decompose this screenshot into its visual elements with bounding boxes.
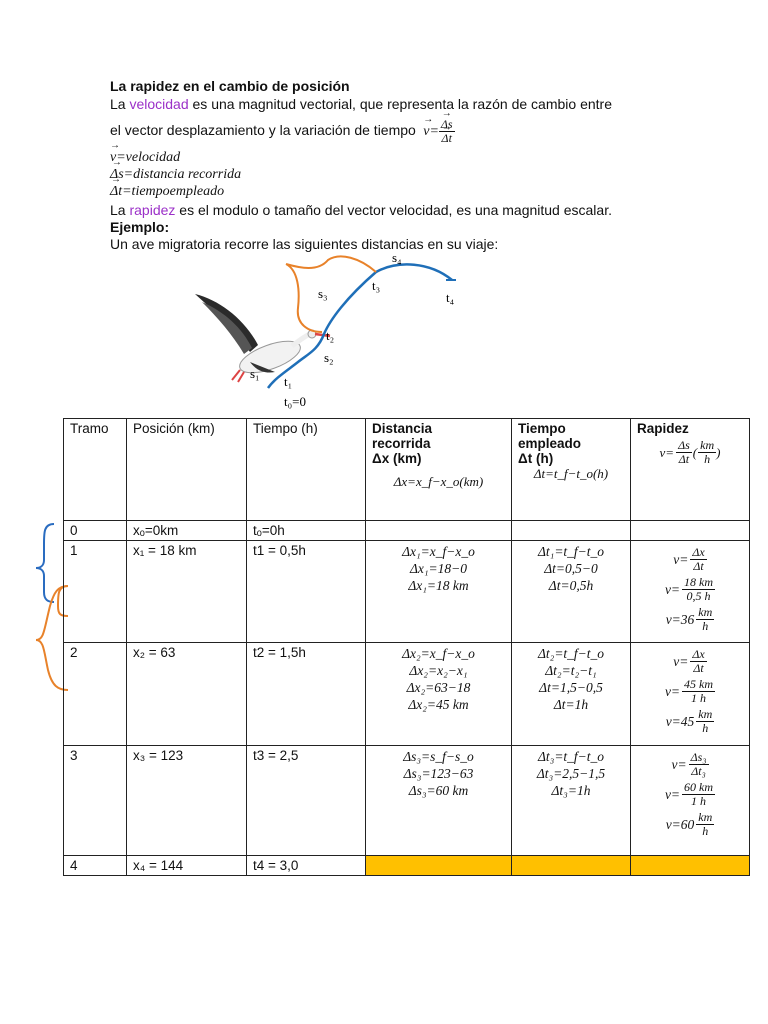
label-t2: t₂: [326, 328, 335, 343]
calc-line: Δt=0,5−0: [544, 561, 598, 576]
calc-line: Δt₂=t₂−t₁: [545, 663, 597, 678]
data-table: [63, 418, 750, 876]
cell-distancia: [366, 856, 512, 876]
def-time: → Δt=tiempoempleado: [110, 184, 224, 200]
paragraph-rapidez: La rapidez es el modulo o tamaño del vector velocidad, es una magnitud escalar.: [110, 202, 612, 218]
cell-posicion: x₃ = 123: [127, 746, 247, 856]
def-distance: → Δs=distancia recorrida: [110, 167, 241, 183]
cell-tramo: 1: [64, 541, 127, 643]
cell-rapidez: [631, 856, 750, 876]
cell-tramo: 0: [64, 521, 127, 541]
rapidez-formula: v= $\frac{\Delta s}{\Delta t}$ ( $\frac{km}{h}$ ): [659, 438, 721, 466]
term-rapidez: rapidez: [129, 202, 176, 218]
cell-rapidez: [631, 521, 750, 541]
paragraph-displacement: [110, 118, 455, 145]
calc-line: Δs₃=60 km: [408, 783, 469, 798]
cell-rapidez: [631, 643, 750, 746]
speed-fraction: v= $\frac{60 km}{1 h}$: [664, 780, 714, 808]
table-row: [64, 643, 750, 746]
header-tramo: Tramo: [64, 419, 127, 521]
header-tiempo: Tiempo (h): [247, 419, 366, 521]
def-velocity: → v=velocidad: [110, 150, 180, 166]
cell-distancia: [366, 643, 512, 746]
para2-text: el vector desplazamiento y la variación de tiempo: [110, 122, 416, 139]
cell-tramo: 3: [64, 746, 127, 856]
label-s4: s₄: [392, 250, 402, 265]
header-rapidez: Rapidez v= $\frac{\Delta s}{\Delta t}$ ( $\frac{km}{h}$ ): [631, 419, 750, 521]
cell-tiempo: t2 = 1,5h: [247, 643, 366, 746]
speed-fraction: v=36 $\frac{km}{h}$: [665, 605, 713, 633]
para1-prefix: La: [110, 96, 130, 112]
page-heading: La rapidez en el cambio de posición: [110, 78, 350, 94]
label-t1: t₁: [284, 374, 293, 389]
empleado-formula: Δt=t_f−t_o(h): [533, 466, 609, 481]
para1-suffix: es una magnitud vectorial, que representa la razón de cambio entre: [188, 96, 612, 112]
label-t0: t₀=0: [284, 394, 306, 409]
cell-tiempo-empleado: [512, 856, 631, 876]
label-s2: s₂: [324, 350, 334, 365]
speed-fraction: v= $\frac{18 km}{0,5 h}$: [664, 575, 714, 603]
speed-fraction: v= $\frac{\Delta x}{\Delta t}$: [673, 647, 705, 675]
distancia-formula: Δx=x_f−x_o(km): [393, 474, 484, 489]
table-row: [64, 746, 750, 856]
velocity-fraction: → Δs → Δt: [439, 118, 455, 145]
calc-line: Δx₂=45 km: [408, 697, 469, 712]
calc-line: Δt₃=2,5−1,5: [536, 766, 606, 781]
label-s1: s₁: [250, 366, 260, 381]
calc-line: Δx₂=63−18: [406, 680, 471, 695]
table-row: [64, 856, 750, 876]
speed-fraction: v= $\frac{45 km}{1 h}$: [664, 677, 714, 705]
stork-illustration: [195, 294, 330, 382]
calc-line: Δx₁=18−0: [409, 561, 468, 576]
cell-tiempo-empleado: [512, 541, 631, 643]
example-label: Ejemplo:: [110, 219, 170, 235]
calc-line: Δt=1,5−0,5: [539, 680, 603, 695]
speed-fraction: v=45 $\frac{km}{h}$: [665, 707, 713, 735]
bird-trajectory-figure: [180, 250, 480, 415]
cell-tiempo-empleado: [512, 643, 631, 746]
paragraph-velocity: [110, 96, 612, 112]
cell-tiempo-empleado: [512, 521, 631, 541]
table-row: [64, 521, 750, 541]
calc-line: Δt=1h: [553, 697, 589, 712]
cell-tiempo-empleado: [512, 746, 631, 856]
calc-line: Δs₃=s_f−s_o: [403, 749, 474, 764]
calc-line: Δt₂=t_f−t_o: [537, 646, 605, 661]
cell-rapidez: [631, 746, 750, 856]
cell-posicion: xₒ=0km: [127, 521, 247, 541]
table-header-row: [64, 419, 750, 521]
cell-tiempo: t1 = 0,5h: [247, 541, 366, 643]
calc-line: Δx₂=x₂−x₁: [409, 663, 468, 678]
cell-tiempo: t3 = 2,5: [247, 746, 366, 856]
calc-line: Δx₂=x_f−x_o: [402, 646, 475, 661]
cell-tramo: 2: [64, 643, 127, 746]
calc-line: Δx₁=x_f−x_o: [402, 544, 475, 559]
calc-line: Δt₃=t_f−t_o: [537, 749, 605, 764]
velocity-formula: → v=: [420, 124, 439, 139]
label-t3: t₃: [372, 278, 381, 293]
cell-distancia: [366, 521, 512, 541]
calc-line: Δs₃=123−63: [403, 766, 474, 781]
label-t4: t₄: [446, 290, 455, 305]
table-row: [64, 541, 750, 643]
label-s3: s₃: [318, 286, 328, 301]
calc-line: Δx₁=18 km: [408, 578, 469, 593]
cell-tiempo: tₒ=0h: [247, 521, 366, 541]
header-posicion: Posición (km): [127, 419, 247, 521]
speed-fraction: v=60 $\frac{km}{h}$: [665, 810, 713, 838]
example-text: Un ave migratoria recorre las siguientes distancias en su viaje:: [110, 236, 499, 252]
cell-distancia: [366, 541, 512, 643]
header-distancia: Distancia recorrida Δx (km) Δx=x_f−x_o(km): [366, 419, 512, 521]
calc-line: Δt₃=1h: [551, 783, 591, 798]
cell-distancia: [366, 746, 512, 856]
trajectory-path: [268, 264, 452, 388]
header-tiempo-empleado: Tiempo empleado Δt (h) Δt=t_f−t_o(h): [512, 419, 631, 521]
cell-posicion: x₂ = 63: [127, 643, 247, 746]
calc-line: Δt=0,5h: [548, 578, 594, 593]
speed-fraction: v= $\frac{\text{Δs₃}}{\text{Δt₃}}$: [671, 750, 707, 778]
cell-posicion: x₄ = 144: [127, 856, 247, 876]
term-velocidad: velocidad: [129, 96, 189, 112]
cell-tramo: 4: [64, 856, 127, 876]
calc-line: Δt₁=t_f−t_o: [537, 544, 605, 559]
cell-rapidez: [631, 541, 750, 643]
cell-posicion: x₁ = 18 km: [127, 541, 247, 643]
cell-tiempo: t4 = 3,0: [247, 856, 366, 876]
speed-fraction: v= $\frac{\Delta x}{\Delta t}$: [673, 545, 705, 573]
